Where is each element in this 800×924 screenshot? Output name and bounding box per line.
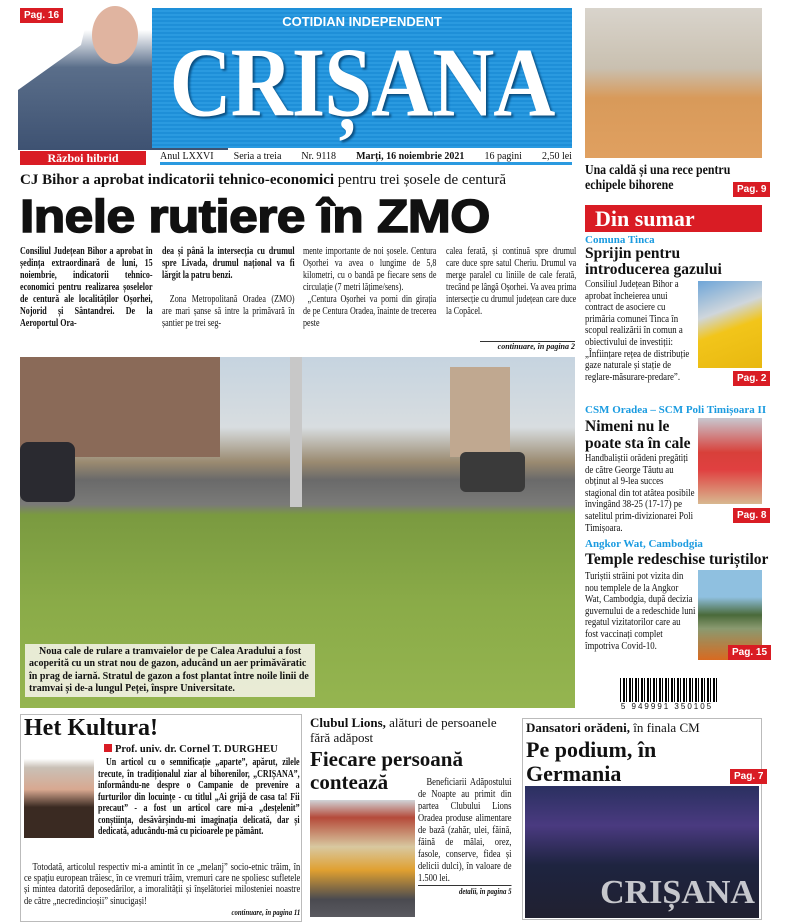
- portrait-head: [92, 6, 138, 64]
- dance-photo: [525, 786, 759, 918]
- main-col-4: calea ferată, și continuă spre drumul care duce spre satul Cheriu. Drumul va merge paralel cu liniile de cale ferată, trecând pe lângă Oșorhei. Va avea prima intersecție cu drumul județean care duce la Copăcel.: [446, 246, 577, 317]
- masthead: [152, 8, 572, 148]
- handball-photo: [585, 8, 762, 158]
- tagline: COTIDIAN INDEPENDENT: [282, 14, 442, 29]
- summary-headline[interactable]: Temple redeschise turiștilor: [585, 551, 769, 568]
- lions-body: Beneficiarii Adăpostului de Noapte au primit din partea Clubului Lions Oradea produse alimentare de bază (zahăr, ulei, făină, făină de mălai, orez, fasole, conserve, fidea și delicii dulci), în valoare de 1.500 lei.: [418, 777, 512, 884]
- dance-headline[interactable]: Pe podium, în Germania: [526, 737, 657, 786]
- photo-spacer: [696, 279, 762, 389]
- summary-headline[interactable]: Nimeni nu le poate sta în cale: [585, 418, 691, 452]
- dance-kicker: Dansatori orădeni, în finala CM: [526, 720, 700, 735]
- main-kicker: CJ Bihor a aprobat indicatorii tehnico-economici pentru trei șosele de centură: [20, 172, 507, 188]
- summary-body-wrap: [585, 279, 762, 389]
- sport-headline[interactable]: Una caldă și una rece pentru echipele bihorene: [585, 162, 731, 192]
- main-headline[interactable]: Inele rutiere în ZMO: [20, 190, 490, 242]
- main-col-3: mente importante de noi șosele. Centura Oșorhei va avea o lungime de 5,8 kilometri, cu o bandă pe fiecare sens de circulație (7 metri lățime/sens). „Centura Oșorhei va porni din girația de pe Centura Oradea, înainte de trecerea peste: [303, 246, 437, 329]
- photo-spacer: [696, 453, 762, 525]
- photo-caption: Noua cale de rulare a tramvaielor de pe Calea Aradului a fost acoperită cu un strat nou de gazon, aducând un aer primăvăratic în prag de iarnă. Stratul de gazon a fost plantat între noile linii de tramvai și de-a lungul Peței, înspre Universitate.: [25, 644, 315, 697]
- page-badge[interactable]: Pag. 15: [728, 645, 771, 660]
- summary-title: Din sumar: [585, 205, 762, 232]
- pages: 16 pagini: [484, 151, 522, 162]
- summary-body: Turiștii străini pot vizita din nou templele de la Angkor Wat, Cambodgia, după decizia guvernului de a redeschide luni regatul vizitatorilor care au fost vaccinați complet împotriva Covid-10.: [585, 571, 696, 652]
- page-badge[interactable]: Pag. 9: [733, 182, 770, 197]
- kultura-body-wrap: [24, 862, 300, 918]
- lions-body-wrap: [418, 777, 512, 898]
- main-col-1: Consiliul Județean Bihor a aprobat în ședința extraordinară de luni, 15 noiembrie, indicatorii tehnico-economici pentru realizarea șoselelor de centură ale localităților Oșorhei, Nojorid și Sântandrei. De la Aeroportul Ora-: [20, 246, 153, 329]
- photo-spacer: [696, 571, 762, 664]
- page-badge[interactable]: Pag. 16: [20, 8, 63, 23]
- continued-link[interactable]: continuare, în pagina 11: [231, 907, 301, 917]
- summary-kicker: Angkor Wat, Cambodgia: [585, 538, 703, 550]
- lions-photo: [310, 800, 415, 917]
- red-square-icon: [104, 744, 112, 752]
- lions-kicker: Clubul Lions, alături de persoanele fără adăpost: [310, 715, 497, 745]
- section-tag[interactable]: Război hibrid: [20, 151, 146, 165]
- barcode-number: 5 949991 350105: [620, 702, 714, 711]
- page-badge[interactable]: Pag. 7: [730, 769, 767, 784]
- barcode: [612, 678, 722, 712]
- kultura-lead: Un articol cu o semnificație „aparte”, apărut, zilele trecute, în tradiționalul ziar al bihorenilor, „CRIȘANA”, informându-ne despre o Campanie de prevenire a furturilor din locuințe - cu titlul „Ai grijă de casa ta! Fii precaut” - a fost un articol care mi-a „desțelenit” conștiința, desăvârșindu-mi imaginația delicată, dar și dedicată, aducându-mă cu picioarele pe pământ.: [98, 757, 300, 837]
- continued-link[interactable]: detalii, în pagina 5: [418, 885, 512, 898]
- series: Seria a treia: [233, 151, 282, 162]
- summary-kicker: CSM Oradea – SCM Poli Timișoara II: [585, 404, 767, 416]
- summary-body-wrap: [585, 453, 762, 534]
- watermark: CRIȘANA: [600, 874, 755, 911]
- logo-title: CRIȘANA: [169, 26, 555, 138]
- year: Anul LXXVI: [160, 151, 214, 162]
- author-photo: [24, 750, 94, 838]
- main-col-2: dea și până la intersecția cu drumul spre Livada, drumul național va fi lărgit la patru benzi. Zona Metropolitană Oradea (ZMO) are mari șanse să intre la primăvară în șantier pe trei seg-: [162, 246, 295, 329]
- lions-headline[interactable]: Fiecare persoană contează: [310, 747, 463, 794]
- author: Prof. univ. dr. Cornel T. DURGHEU: [104, 744, 278, 755]
- summary-kicker: Comuna Tinca: [585, 234, 655, 246]
- summary-headline[interactable]: Sprijin pentru introducerea gazului: [585, 245, 722, 278]
- page-badge[interactable]: Pag. 2: [733, 371, 770, 386]
- summary-body: Handbaliștii orădeni pregătiți de către George Tăutu au obținut al 9-lea succes stagional din tot atâtea posibile învingând 38-25 (17-17) pe satelitul prim-divizionarei Poli Timișoara.: [585, 453, 695, 534]
- info-bar: [160, 151, 572, 165]
- summary-body-wrap: [585, 571, 762, 664]
- price: 2,50 lei: [541, 151, 572, 162]
- kultura-body: Totodată, articolul respectiv mi-a amintit în ce „melanj” socio-etnic trăim, în ce spațiu european trăiesc, în ce vremuri trăim, vremuri care ne spoliesc sufletele și mintea datorită deposedărilor, a imoralității și înșelătoriei milosteniei noastre de către „necredincioșii” sinucigași!: [24, 862, 301, 907]
- date: Marți, 16 noiembrie 2021: [356, 151, 465, 162]
- issue-number: Nr. 9118: [301, 151, 337, 162]
- page-badge[interactable]: Pag. 8: [733, 508, 770, 523]
- summary-body: Consiliul Județean Bihor a aprobat încheierea unui contract de asociere cu primăria comunei Tinca în scopul realizării în comun a obiectivului de investiții: „Înființare rețea de distribuție gaze naturale și stație de reglare-măsurare-predare”.: [585, 279, 690, 383]
- kultura-headline[interactable]: Het Kultura!: [24, 715, 158, 741]
- continued-link[interactable]: continuare, în pagina 2: [480, 341, 575, 351]
